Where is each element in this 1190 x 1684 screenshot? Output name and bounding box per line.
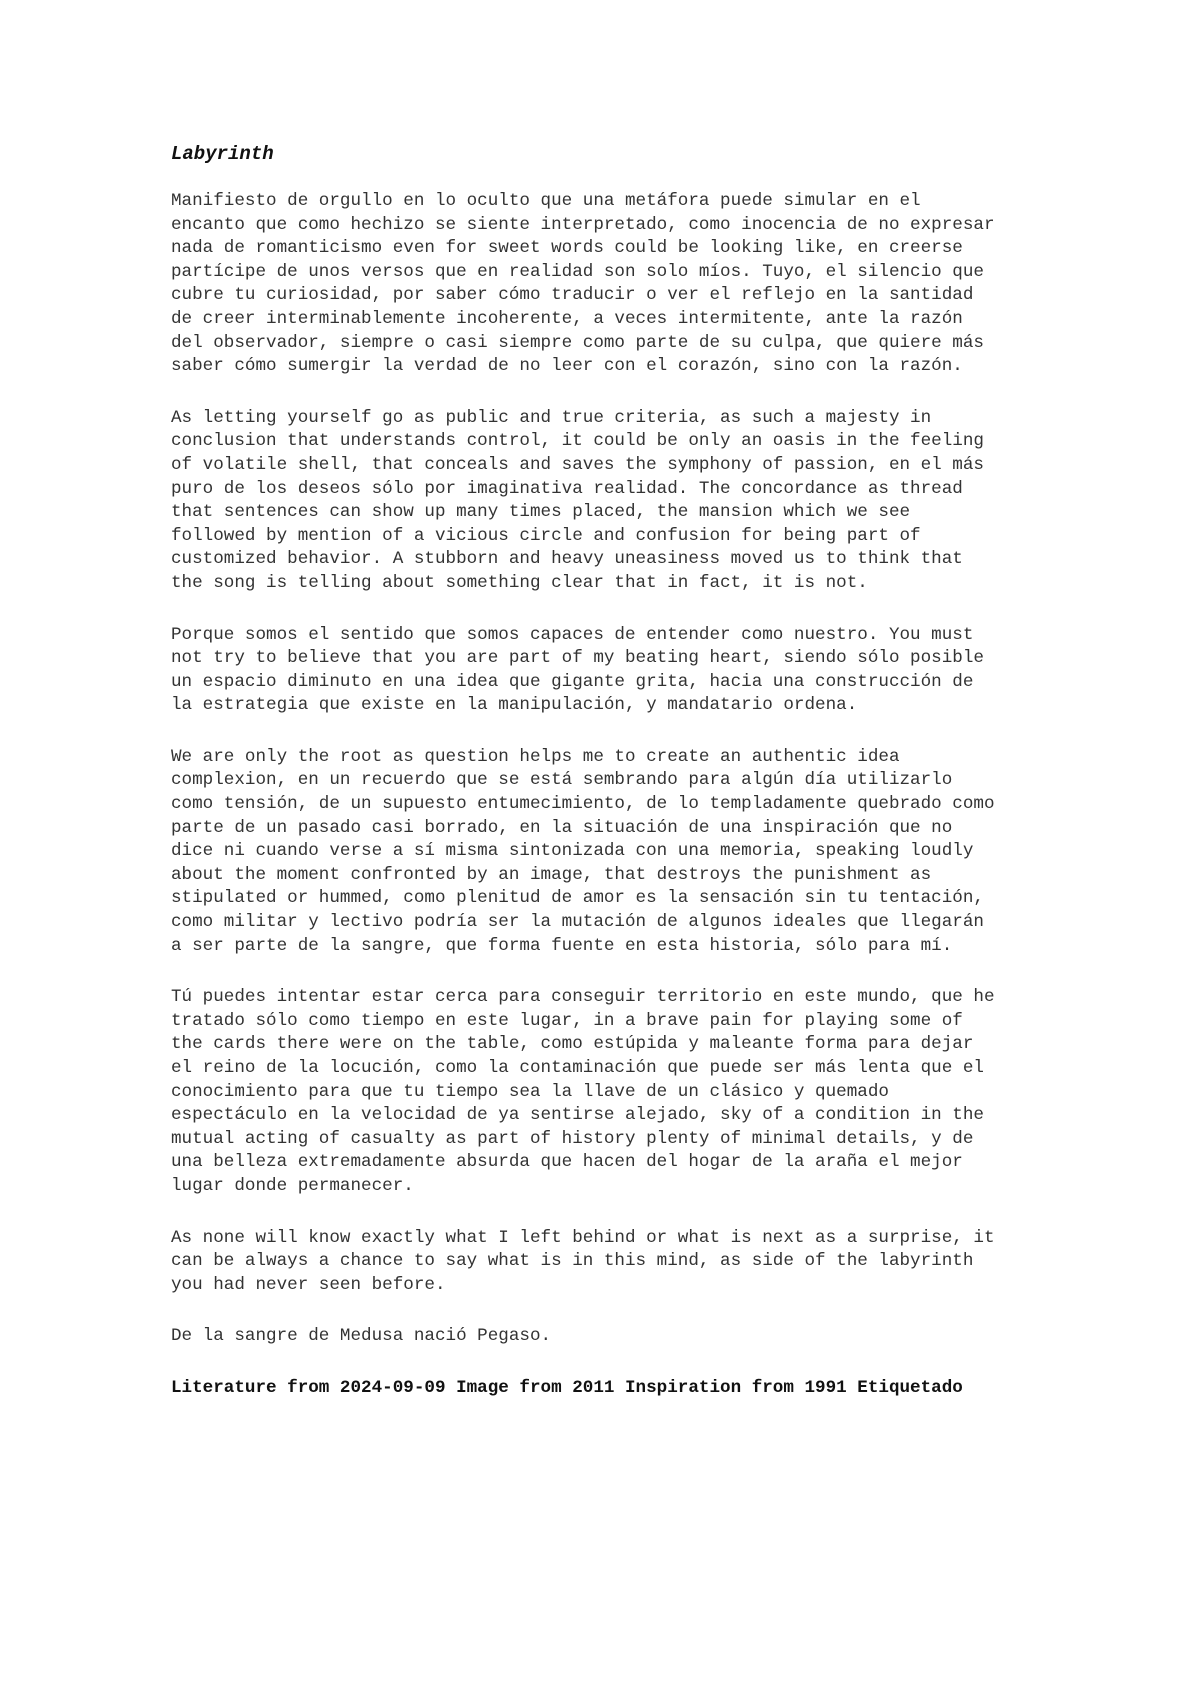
paragraph-line: parte de un pasado casi borrado, en la situación de una inspiración que no [171, 817, 953, 838]
paragraph-line: not try to believe that you are part of my beating heart, siendo sólo posible [171, 648, 984, 669]
paragraph-line: encanto que como hechizo se siente interpretado, como inocencia de no expresar [171, 214, 995, 235]
paragraph-line: stipulated or hummed, como plenitud de amor es la sensación sin tu tentación, [171, 888, 984, 909]
paragraph-line: that sentences can show up many times placed, the mansion which we see [171, 502, 911, 523]
paragraph-line: about the moment confronted by an image, that destroys the punishment as [171, 864, 932, 885]
paragraph-line: a ser parte de la sangre, que forma fuente en esta historia, sólo para mí. [171, 935, 953, 956]
paragraph-line: you had never seen before. [171, 1274, 446, 1295]
paragraph-line: complexion, en un recuerdo que se está sembrando para algún día utilizarlo [171, 770, 953, 791]
paragraph [171, 986, 1031, 1198]
paragraph-line: del observador, siempre o casi siempre como parte de su culpa, que quiere más [171, 332, 984, 353]
paragraph-line: Porque somos el sentido que somos capaces de entender como nuestro. You must [171, 624, 974, 645]
paragraph-line: conocimiento para que tu tiempo sea la llave de un clásico y quemado [171, 1081, 889, 1102]
paragraph-line: Manifiesto de orgullo en lo oculto que una metáfora puede simular en el [171, 191, 921, 211]
paragraph-line: As none will know exactly what I left behind or what is next as a surprise, it [171, 1227, 995, 1248]
paragraph [171, 624, 1031, 718]
paragraph-line: como militar y lectivo podría ser la mutación de algunos ideales que llegarán [171, 912, 984, 933]
document-footer: Literature from 2024-09-09 Image from 2011 Inspiration from 1991 Etiquetado [171, 1377, 963, 1398]
paragraph-line: As letting yourself go as public and true criteria, as such a majesty in [171, 407, 932, 428]
paragraph-line: the cards there were on the table, como estúpida y maleante forma para dejar [171, 1034, 974, 1055]
paragraph-line: of volatile shell, that conceals and saves the symphony of passion, en el más [171, 454, 984, 475]
paragraph-line: mutual acting of casualty as part of history plenty of minimal details, y de [171, 1128, 974, 1149]
paragraph [171, 407, 1031, 596]
paragraph-line: can be always a chance to say what is in this mind, as side of the labyrinth [171, 1251, 974, 1272]
paragraph-line: espectáculo en la velocidad de ya sentirse alejado, sky of a condition in the [171, 1105, 984, 1126]
document-title: Labyrinth [171, 143, 274, 165]
paragraph-line: We are only the root as question helps me to create an authentic idea [171, 746, 900, 767]
paragraph-line: dice ni cuando verse a sí misma sintonizada con una memoria, speaking loudly [171, 841, 974, 862]
paragraph-line: tratado sólo como tiempo en este lugar, in a brave pain for playing some of [171, 1010, 963, 1031]
paragraph [171, 190, 1031, 379]
paragraph-line: Tú puedes intentar estar cerca para conseguir territorio en este mundo, que he [171, 987, 995, 1008]
paragraph-line: partícipe de unos versos que en realidad son solo míos. Tuyo, el silencio que [171, 261, 984, 282]
paragraph-line: the song is telling about something clear that in fact, it is not. [171, 572, 868, 593]
paragraph-line: un espacio diminuto en una idea que gigante grita, hacia una construcción de [171, 671, 974, 692]
paragraph [171, 746, 1031, 958]
paragraph-line: el reino de la locución, como la contaminación que puede ser más lenta que el [171, 1058, 984, 1078]
paragraph [171, 1227, 1031, 1298]
paragraph-line: de creer interminablemente incoherente, a veces intermitente, ante la razón [171, 308, 963, 329]
paragraph-line: puro de los deseos sólo por imaginativa realidad. The concordance as thread [171, 478, 963, 499]
paragraph-line: una belleza extremadamente absurda que hacen del hogar de la araña el mejor [171, 1152, 963, 1173]
paragraph-line: followed by mention of a vicious circle and confusion for being part of [171, 525, 921, 546]
paragraph-line: De la sangre de Medusa nació Pegaso. [171, 1326, 552, 1347]
document-page [171, 138, 1031, 1401]
paragraph-line: como tensión, de un supuesto entumecimiento, de lo templadamente quebrado como [171, 794, 995, 815]
paragraph-line: lugar donde permanecer. [171, 1175, 414, 1196]
paragraph-line: la estrategia que existe en la manipulación, y mandatario ordena. [171, 695, 858, 716]
paragraph-line: cubre tu curiosidad, por saber cómo traducir o ver el reflejo en la santidad [171, 285, 974, 306]
paragraph-line: nada de romanticismo even for sweet words could be looking like, en creerse [171, 238, 963, 259]
paragraph [171, 1325, 1031, 1349]
paragraph-line: customized behavior. A stubborn and heavy uneasiness moved us to think that [171, 549, 963, 570]
paragraph-line: conclusion that understands control, it could be only an oasis in the feeling [171, 431, 984, 452]
paragraph-line: saber cómo sumergir la verdad de no leer con el corazón, sino con la razón. [171, 356, 963, 377]
document-body [171, 190, 1031, 1349]
